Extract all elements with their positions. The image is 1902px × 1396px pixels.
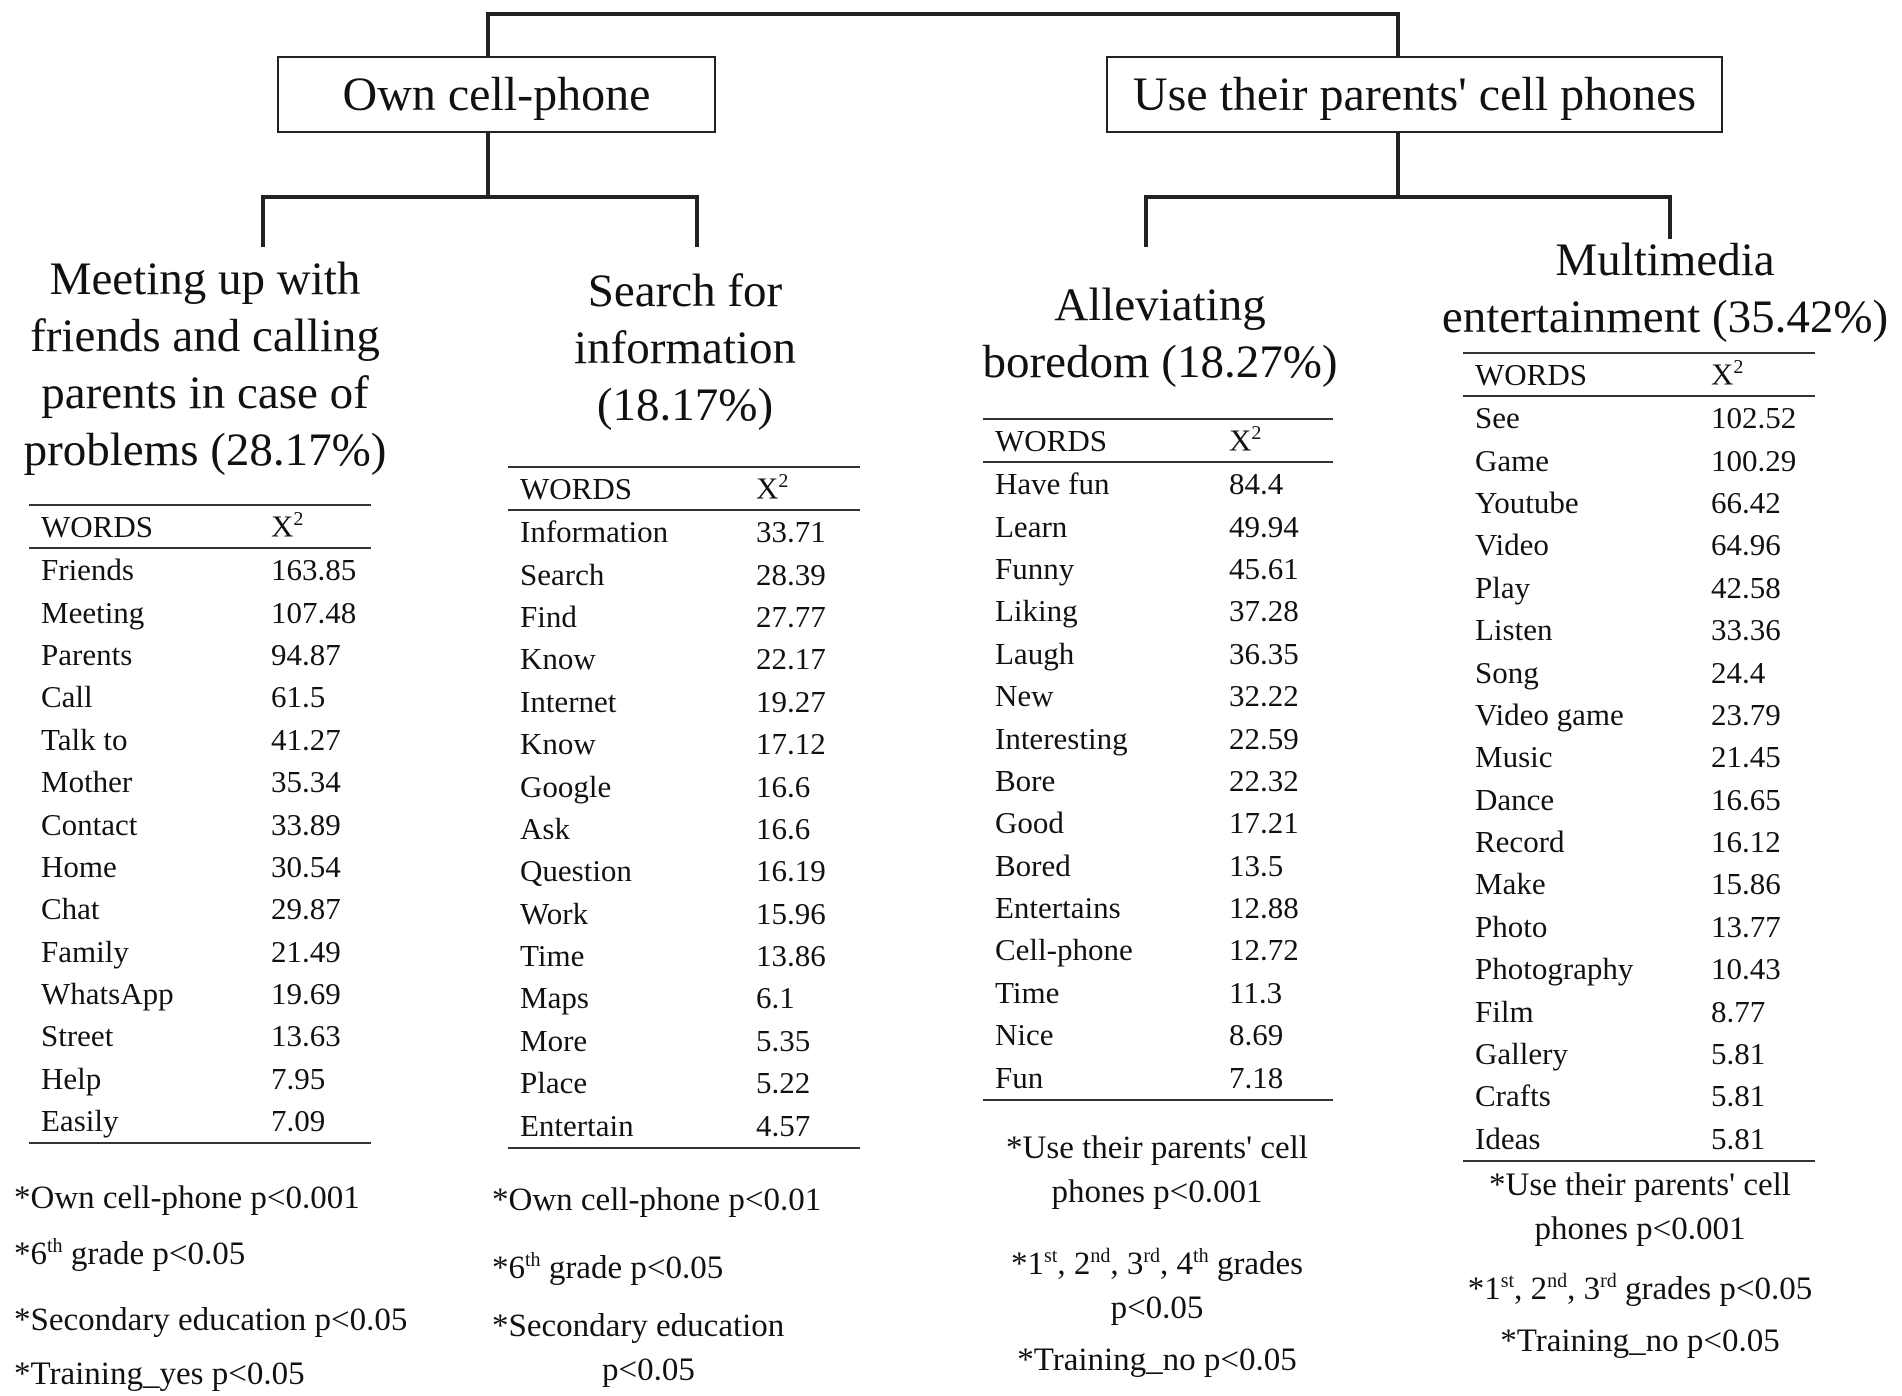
table-row [983,802,1333,844]
word-cell: Gallery [1475,1036,1568,1072]
chi-cell: 45.61 [1229,550,1299,586]
chi-cell: 36.35 [1229,635,1299,671]
note: *6th grade p<0.05 [14,1235,246,1272]
table-row [29,719,371,761]
word-cell: Crafts [1475,1078,1551,1114]
note: phones p<0.001 [1051,1174,1263,1210]
chi-cell: 100.29 [1711,442,1797,478]
table-row [1463,651,1815,693]
chi-cell: 28.39 [756,556,826,592]
word-cell: Help [41,1060,102,1096]
word-cell: Bore [995,762,1056,798]
chi-cell: 5.81 [1711,1036,1766,1072]
table-row [508,553,860,595]
note: p<0.05 [602,1352,695,1388]
chi-cell: 84.4 [1229,466,1284,502]
table-row [508,681,860,723]
word-cell: Call [41,679,93,715]
word-cell: Dance [1475,781,1555,817]
word-cell: Meeting [41,594,145,630]
chi-cell: 16.6 [756,810,811,846]
word-cell: Family [41,933,129,969]
chi-cell: 5.35 [756,1022,811,1058]
table-row [1463,396,1815,439]
table-row [1463,906,1815,948]
chi-cell: 6.1 [756,980,795,1016]
word-cell: Learn [995,508,1068,544]
chi-cell: 8.69 [1229,1017,1284,1053]
note: *Use their parents' cell [1006,1130,1308,1166]
chi-cell: 102.52 [1711,400,1797,436]
table-row [29,634,371,676]
table-row [1463,1075,1815,1117]
table-row [29,676,371,718]
word-cell: Cell-phone [995,932,1133,968]
table-row [29,1058,371,1100]
table-row [1463,779,1815,821]
chi-cell: 24.4 [1711,654,1766,690]
table-header [1463,353,1815,396]
table-row [508,1062,860,1104]
chi-cell: 15.96 [756,895,826,931]
table-row [983,717,1333,759]
notes-search-information [492,1178,821,1392]
word-cell: Funny [995,550,1075,586]
word-cell: Video [1475,527,1549,563]
chi-cell: 5.22 [756,1065,811,1101]
parents-cell-phones-box: Use their parents' cell phones [1106,56,1723,133]
chi-cell: 163.85 [271,552,357,588]
parents-branch [1146,133,1670,247]
table-row [983,1056,1333,1099]
table-row [983,972,1333,1014]
note: phones p<0.001 [1534,1211,1746,1247]
chi-cell: 94.87 [271,636,341,672]
chi-cell: 16.6 [756,768,811,804]
chi-cell: 7.09 [259,1100,371,1143]
chi-cell: 27.77 [756,598,826,634]
table-row [1463,821,1815,863]
table-row [29,803,371,845]
chi-cell: 12.88 [1229,890,1299,926]
note: *Own cell-phone p<0.001 [14,1180,360,1216]
table-row [1463,736,1815,778]
table-row [1463,567,1815,609]
word-cell: Video game [1475,696,1624,732]
note: *Training_yes p<0.05 [14,1356,305,1392]
words-table-multimedia-entertainment [1463,352,1815,1162]
cluster-title-meeting-friends: Meeting up with friends and calling parents in case of problems (28.17%) [23,253,387,476]
word-cell: More [520,1022,588,1058]
chi-cell: 5.81 [1711,1078,1766,1114]
word-cell: Maps [520,980,589,1016]
word-cell: Street [41,1018,114,1054]
word-cell: Entertains [995,890,1121,926]
table-row [29,1015,371,1057]
table-row [1463,524,1815,566]
note: *Training_no p<0.05 [1017,1342,1297,1378]
words-header: WORDS [983,419,1217,462]
word-cell: Home [41,848,117,884]
word-cell: Youtube [1475,484,1579,520]
table-row [983,760,1333,802]
word-cell: Find [520,598,577,634]
note: p<0.05 [1110,1290,1204,1326]
word-cell: Bored [995,847,1071,883]
table-header [29,505,371,548]
chi-cell: 22.17 [756,641,826,677]
notes-meeting-friends [14,1176,407,1396]
chi-cell: 29.87 [271,891,341,927]
chi-cell: 10.43 [1711,951,1781,987]
note: *1st, 2nd, 3rd grades p<0.05 [1467,1270,1813,1307]
table-row [1463,609,1815,651]
chi-cell: 16.12 [1711,824,1781,860]
table-row [983,1014,1333,1056]
word-cell: Play [1475,569,1531,605]
word-cell: Nice [995,1017,1054,1053]
table-row [508,850,860,892]
word-cell: Time [995,974,1060,1010]
word-cell: Record [1475,824,1565,860]
word-cell: Laugh [995,635,1075,671]
chi-cell: 7.18 [1217,1056,1333,1099]
word-cell: Liking [995,593,1078,629]
table-row [1463,863,1815,905]
chi-cell: 35.34 [271,764,341,800]
note: *Secondary education p<0.05 [14,1302,408,1338]
chi-cell: 33.89 [271,806,341,842]
table-row [1463,482,1815,524]
word-cell: Ask [520,810,570,846]
word-cell: Song [1475,654,1539,690]
word-cell: Have fun [995,466,1110,502]
chi-cell: 33.36 [1711,612,1781,648]
word-cell: Internet [520,683,617,719]
note: *Training_no p<0.05 [1500,1323,1780,1359]
words-table-alleviating-boredom [983,418,1333,1101]
table-row [508,808,860,850]
word-cell: Easily [29,1100,259,1143]
chi-cell: 12.72 [1229,932,1299,968]
word-cell: Google [520,768,612,804]
table-row [508,765,860,807]
chi-cell: 16.65 [1711,781,1781,817]
table-row [29,846,371,888]
word-cell: Photography [1475,951,1634,987]
table-row [29,931,371,973]
table-row [983,633,1333,675]
words-header: WORDS [1463,353,1699,396]
table-row [508,977,860,1019]
table-row [508,893,860,935]
word-cell: Know [520,641,596,677]
chi-cell: 33.71 [756,514,826,550]
chi-square-header: $X^2$ [744,467,860,510]
chi-cell: 19.69 [271,976,341,1012]
table-row [1463,1033,1815,1075]
word-cell: Game [1475,442,1550,478]
word-cell: Know [520,726,596,762]
chi-cell: 42.58 [1711,569,1781,605]
cluster-title-search-information: Search for information (18.17%) [574,265,796,431]
table-row [508,1020,860,1062]
word-cell: Place [520,1065,588,1101]
chi-cell: 13.5 [1229,847,1284,883]
table-row [29,888,371,930]
chi-cell: 13.77 [1711,908,1781,944]
chi-cell: 61.5 [271,679,326,715]
chi-square-header: $X^2$ [1217,419,1333,462]
chi-cell: 4.57 [744,1104,860,1147]
word-cell: Parents [41,636,133,672]
table-row [508,596,860,638]
note: *6th grade p<0.05 [492,1249,724,1286]
note: *Secondary education [492,1308,785,1344]
chi-cell: 49.94 [1229,508,1299,544]
table-row [29,973,371,1015]
word-cell: Interesting [995,720,1128,756]
word-cell: Mother [41,764,133,800]
word-cell: Information [520,514,669,550]
chi-cell: 22.32 [1229,762,1299,798]
chi-square-header: $X^2$ [259,505,371,548]
table-row [983,548,1333,590]
chi-cell: 7.95 [271,1060,326,1096]
word-cell: Time [520,938,585,974]
table-row [983,590,1333,632]
table-row [983,845,1333,887]
chi-cell: 107.48 [271,594,357,630]
own-branch [263,133,697,247]
table-row [1463,1118,1815,1161]
word-cell: Photo [1475,908,1548,944]
chi-cell: 13.86 [756,938,826,974]
word-cell: Music [1475,739,1553,775]
table-row [508,1104,860,1147]
top-bracket [488,14,1398,58]
word-cell: Fun [983,1056,1217,1099]
chi-cell: 23.79 [1711,696,1781,732]
word-cell: Film [1475,993,1534,1029]
chi-cell: 19.27 [756,683,826,719]
chi-cell: 21.49 [271,933,341,969]
table-row [508,723,860,765]
note: *1st, 2nd, 3rd, 4th grades [1011,1245,1303,1282]
word-cell: Contact [41,806,138,842]
table-row [1463,694,1815,736]
word-cell: Question [520,853,632,889]
table-row [983,887,1333,929]
notes-alleviating-boredom [972,1126,1342,1382]
chi-cell: 22.59 [1229,720,1299,756]
note: *Own cell-phone p<0.01 [492,1182,822,1218]
note: *Use their parents' cell [1489,1167,1791,1203]
word-cell: Entertain [508,1104,744,1147]
table-row [983,505,1333,547]
table-row [29,548,371,591]
chi-cell: 8.77 [1711,993,1766,1029]
chi-cell: 17.12 [756,726,826,762]
cluster-title-alleviating-boredom: Alleviating boredom (18.27%) [982,279,1338,388]
chi-cell: 64.96 [1711,527,1781,563]
table-row [983,929,1333,971]
table-row [29,591,371,633]
chi-cell: 11.3 [1229,974,1283,1010]
words-header: WORDS [508,467,744,510]
word-cell: Good [995,805,1064,841]
words-header: WORDS [29,505,259,548]
word-cell: Chat [41,891,100,927]
word-cell: Friends [41,552,134,588]
table-row [508,638,860,680]
words-table-meeting-friends [29,504,371,1144]
chi-cell: 5.81 [1699,1118,1815,1161]
table-row [29,1100,371,1143]
chi-cell: 32.22 [1229,678,1299,714]
word-cell: WhatsApp [41,976,174,1012]
own-cell-phone-box: Own cell-phone [277,56,716,133]
table-header [508,467,860,510]
table-row [1463,948,1815,990]
word-cell: Ideas [1463,1118,1699,1161]
chi-cell: 41.27 [271,721,341,757]
table-row [1463,990,1815,1032]
word-cell: Talk to [41,721,128,757]
chi-cell: 21.45 [1711,739,1781,775]
word-cell: Make [1475,866,1546,902]
chi-cell: 15.86 [1711,866,1781,902]
table-row [983,462,1333,505]
chi-cell: 13.63 [271,1018,341,1054]
table-row [1463,439,1815,481]
word-cell: New [995,678,1054,714]
notes-multimedia-entertainment [1455,1163,1825,1363]
chi-square-header: $X^2$ [1699,353,1815,396]
chi-cell: 37.28 [1229,593,1299,629]
word-cell: Listen [1475,612,1553,648]
table-row [508,510,860,553]
table-row [508,935,860,977]
chi-cell: 66.42 [1711,484,1781,520]
chi-cell: 30.54 [271,848,341,884]
chi-cell: 16.19 [756,853,826,889]
chi-cell: 17.21 [1229,805,1299,841]
table-row [983,675,1333,717]
word-cell: Search [520,556,605,592]
word-cell: See [1475,400,1520,436]
table-row [29,761,371,803]
words-table-search-information [508,466,860,1149]
cluster-title-multimedia-entertainment: Multimedia entertainment (35.42%) [1441,234,1889,343]
table-header [983,419,1333,462]
word-cell: Work [520,895,589,931]
